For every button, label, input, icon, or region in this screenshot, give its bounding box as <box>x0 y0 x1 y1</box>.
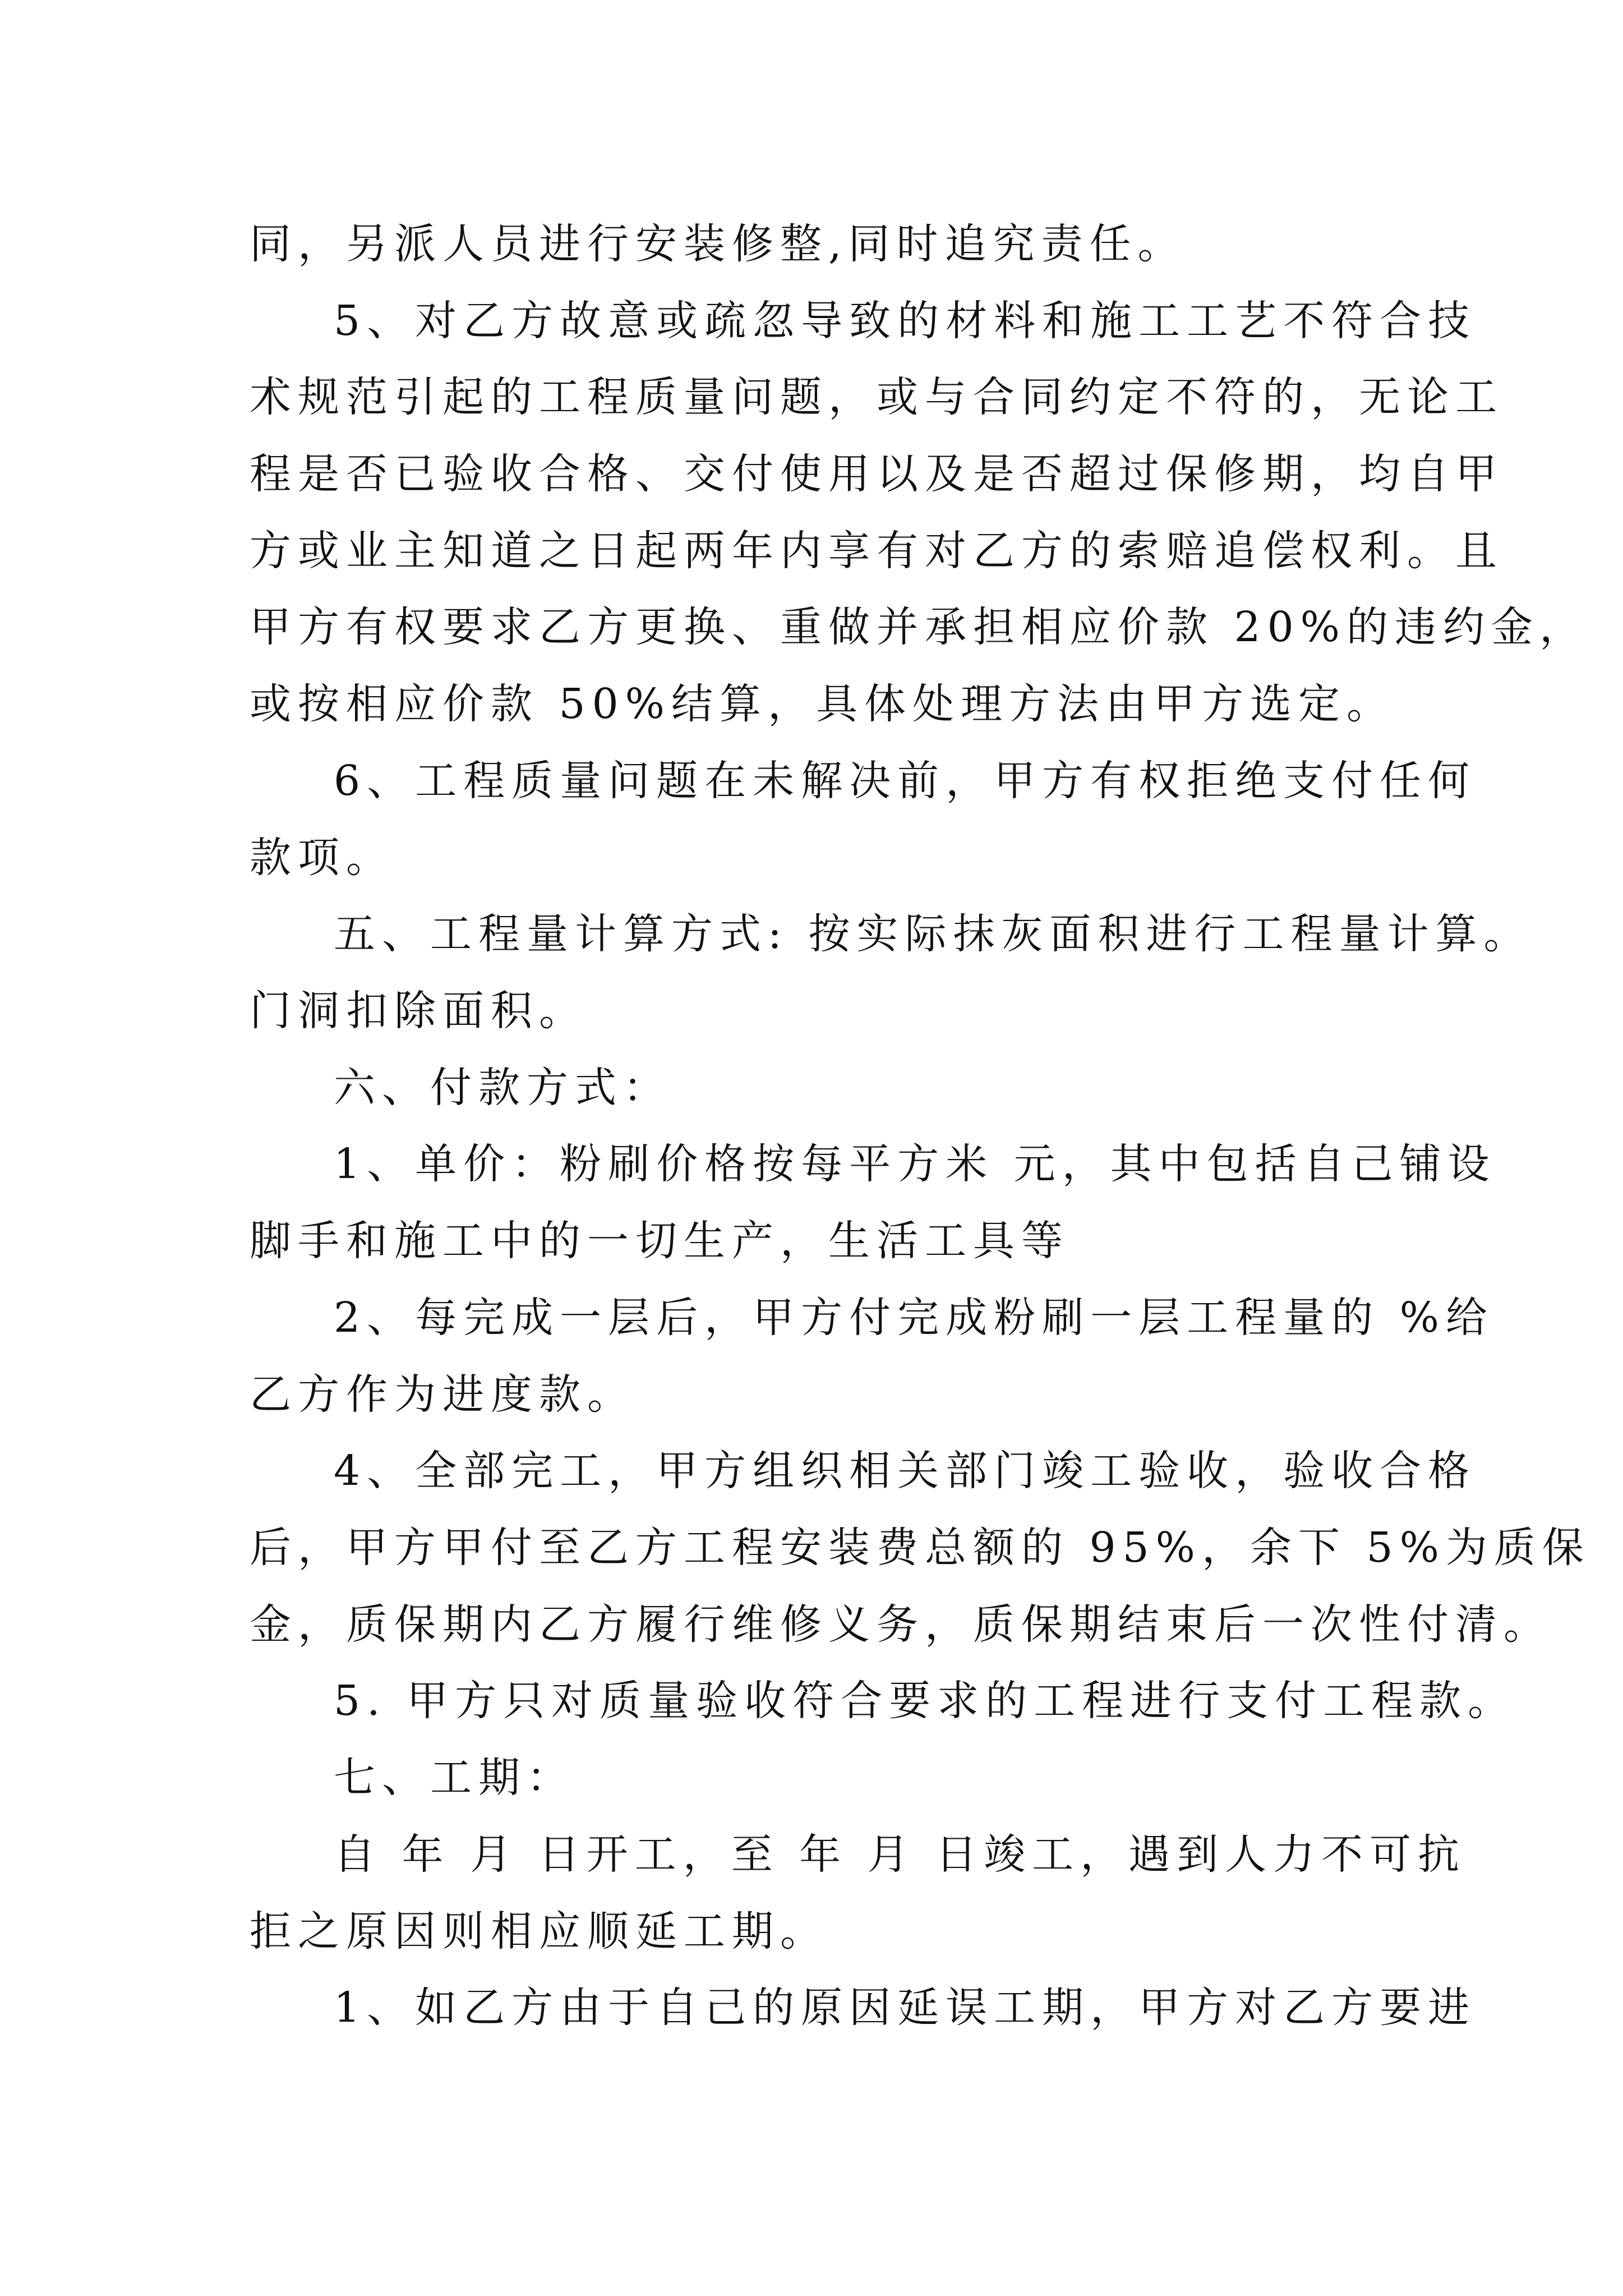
text-line: 1、单价：粉刷价格按每平方米 元，其中包括自己铺设 <box>334 1140 1496 1188</box>
text-line: 2、每完成一层后，甲方付完成粉刷一层工程量的 %给 <box>334 1294 1494 1342</box>
text-line: 4、全部完工，甲方组织相关部门竣工验收，验收合格 <box>334 1447 1477 1495</box>
text-line: 甲方有权要求乙方更换、重做并承担相应价款 20%的违约金， <box>250 603 1588 651</box>
text-line: 门洞扣除面积。 <box>250 987 587 1035</box>
text-line: 同，另派人员进行安装修整,同时追究责任。 <box>250 220 1186 268</box>
text-line: 脚手和施工中的一切生产，生活工具等 <box>250 1217 1069 1265</box>
section-heading: 七、工期： <box>334 1754 575 1802</box>
text-line: 款项。 <box>250 834 394 882</box>
text-line: 术规范引起的工程质量问题，或与合同约定不符的，无论工 <box>250 373 1504 421</box>
text-line: 方或业主知道之日起两年内享有对乙方的索赔追偿权利。且 <box>250 527 1504 575</box>
text-line: 5、对乙方故意或疏忽导致的材料和施工工艺不符合技 <box>334 297 1477 345</box>
text-line: 5. 甲方只对质量验收符合要求的工程进行支付工程款。 <box>334 1677 1516 1725</box>
text-line: 6、工程质量问题在未解决前，甲方有权拒绝支付任何 <box>334 757 1477 805</box>
text-line: 金，质保期内乙方履行维修义务，质保期结束后一次性付清。 <box>250 1600 1552 1649</box>
text-line: 或按相应价款 50%结算，具体处理方法由甲方选定。 <box>250 680 1395 728</box>
text-line: 自 年 月 日开工，至 年 月 日竣工，遇到人力不可抗 <box>334 1830 1467 1879</box>
text-line: 乙方作为进度款。 <box>250 1370 635 1419</box>
text-line: 五、工程量计算方式: 按实际抹灰面积进行工程量计算。 <box>334 910 1532 958</box>
text-line: 程是否已验收合格、交付使用以及是否超过保修期，均自甲 <box>250 450 1504 498</box>
text-line: 拒之原因则相应顺延工期。 <box>250 1907 828 1955</box>
text-line: 后，甲方甲付至乙方工程安装费总额的 95%，余下 5%为质保 <box>250 1524 1590 1572</box>
text-line: 1、如乙方由于自己的原因延误工期，甲方对乙方要进 <box>334 1984 1477 2032</box>
section-heading: 六、付款方式： <box>334 1064 671 1112</box>
